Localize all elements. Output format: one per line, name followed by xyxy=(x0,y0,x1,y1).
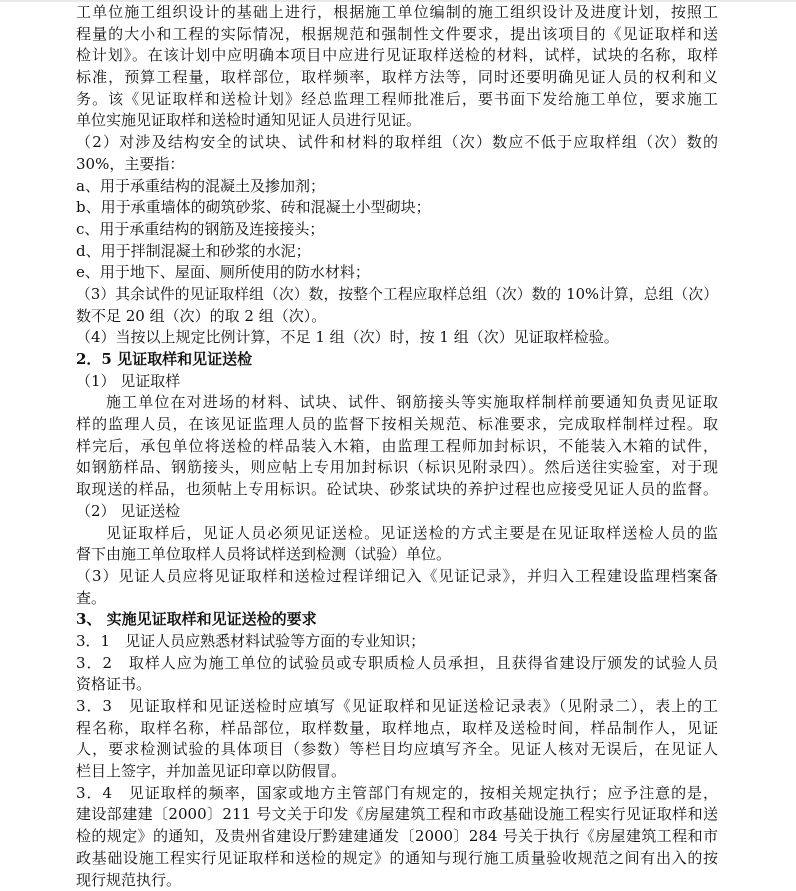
text-line: 3．2 取样人应为施工单位的试验员或专职质检人员承担，且获得省建设厅颁发的试验人员 xyxy=(76,653,718,675)
text-line: 建设部建建〔2000〕211 号文关于印发《房屋建筑工程和市政基础设施工程实行见证取样和送 xyxy=(76,804,718,826)
text-line: 30%，主要指： xyxy=(76,154,718,176)
text-line: 3．4 见证取样的频率，国家或地方主管部门有规定的，按相关规定执行；应予注意的是， xyxy=(76,783,718,805)
text-line: d、用于拌制混凝土和砂浆的水泥； xyxy=(76,241,718,263)
text-line: 如钢筋样品、钢筋接头，则应帖上专用加封标识（标识见附录四）。然后送往实验室，对于现 xyxy=(76,457,718,479)
text-line: 程名称，取样名称，样品部位，取样数量，取样地点，取样及送检时间，样品制作人，见证 xyxy=(76,718,718,740)
text-line: 务。该《见证取样和送检计划》经总监理工程师批准后，要书面下发给施工单位，要求施工 xyxy=(76,89,718,111)
text-line: 现行规范执行。 xyxy=(76,870,718,891)
section-heading: 2．5 见证取样和见证送检 xyxy=(76,349,718,371)
text-line: 检计划》。在该计划中应明确本项目中应进行见证取样送检的材料，试样，试块的名称，取样 xyxy=(76,45,718,67)
text-line: （3）其余试件的见证取样组（次）数，按整个工程应取样总组（次）数的 10%计算，总组（次） xyxy=(76,284,718,306)
text-line: a、用于承重结构的混凝土及掺加剂； xyxy=(76,176,718,198)
text-line: 工单位施工组织设计的基础上进行，根据施工单位编制的施工组织设计及进度计划，按照工 xyxy=(76,2,718,24)
text-line: 政基础设施工程实行见证取样和送检的规定》的通知与现行施工质量验收规范之间有出入的按 xyxy=(76,848,718,870)
text-line: 栏目上签字，并加盖见证印章以防假冒。 xyxy=(76,761,718,783)
text-line: 见证取样后，见证人员必须见证送检。见证送检的方式主要是在见证取样送检人员的监 xyxy=(76,523,718,545)
text-line: 资格证书。 xyxy=(76,674,718,696)
text-line: 样的监理人员，在该见证监理人员的监督下按相关规范、标准要求，完成取样制样过程。取 xyxy=(76,414,718,436)
text-line: 单位实施见证取样和送检时通知见证人员进行见证。 xyxy=(76,110,718,132)
text-line: 标准，预算工程量，取样部位，取样频率，取样方法等，同时还要明确见证人员的权利和义 xyxy=(76,67,718,89)
text-line: 查。 xyxy=(76,588,718,610)
text-line: （2） 见证送检 xyxy=(76,501,718,523)
text-line: 检的规定》的通知，及贵州省建设厅黔建建通发〔2000〕284 号关于执行《房屋建筑工程和市 xyxy=(76,826,718,848)
text-line: （4）当按以上规定比例计算，不足 1 组（次）时，按 1 组（次）见证取样检验。 xyxy=(76,327,718,349)
text-line: 数不足 20 组（次）的取 2 组（次）。 xyxy=(76,306,718,328)
text-line: 程量的大小和工程的实际情况，根据规范和强制性文件要求，提出该项目的《见证取样和送 xyxy=(76,24,718,46)
text-line: 施工单位在对进场的材料、试块、试件、钢筋接头等实施取样制样前要通知负责见证取 xyxy=(76,392,718,414)
text-line: e、用于地下、屋面、厕所使用的防水材料； xyxy=(76,262,718,284)
text-line: 3．3 见证取样和见证送检时应填写《见证取样和见证送检记录表》（见附录二），表上的工 xyxy=(76,696,718,718)
text-line: 人，要求检测试验的具体项目（参数）等栏目均应填写齐全。见证人核对无误后，在见证人 xyxy=(76,739,718,761)
text-line: （2）对涉及结构安全的试块、试件和材料的取样组（次）数应不低于应取样组（次）数的 xyxy=(76,132,718,154)
text-line: 样完后，承包单位将送检的样品装入木箱，由监理工程师加封标识，不能装入木箱的试件， xyxy=(76,436,718,458)
text-line: c、用于承重结构的钢筋及连接接头； xyxy=(76,219,718,241)
text-line: 取现送的样品，也须帖上专用标识。砼试块、砂浆试块的养护过程也应接受见证人员的监督。 xyxy=(76,479,718,501)
text-line: b、用于承重墙体的砌筑砂浆、砖和混凝土小型砌块； xyxy=(76,197,718,219)
text-line: （3）见证人员应将见证取样和送检过程详细记入《见证记录》，并归入工程建设监理档案备 xyxy=(76,566,718,588)
text-line: 3．1 见证人员应熟悉材料试验等方面的专业知识； xyxy=(76,631,718,653)
section-heading: 3、 实施见证取样和见证送检的要求 xyxy=(76,609,718,631)
document-body xyxy=(76,2,718,891)
text-line: （1） 见证取样 xyxy=(76,371,718,393)
text-line: 督下由施工单位取样人员将试样送到检测（试验）单位。 xyxy=(76,544,718,566)
